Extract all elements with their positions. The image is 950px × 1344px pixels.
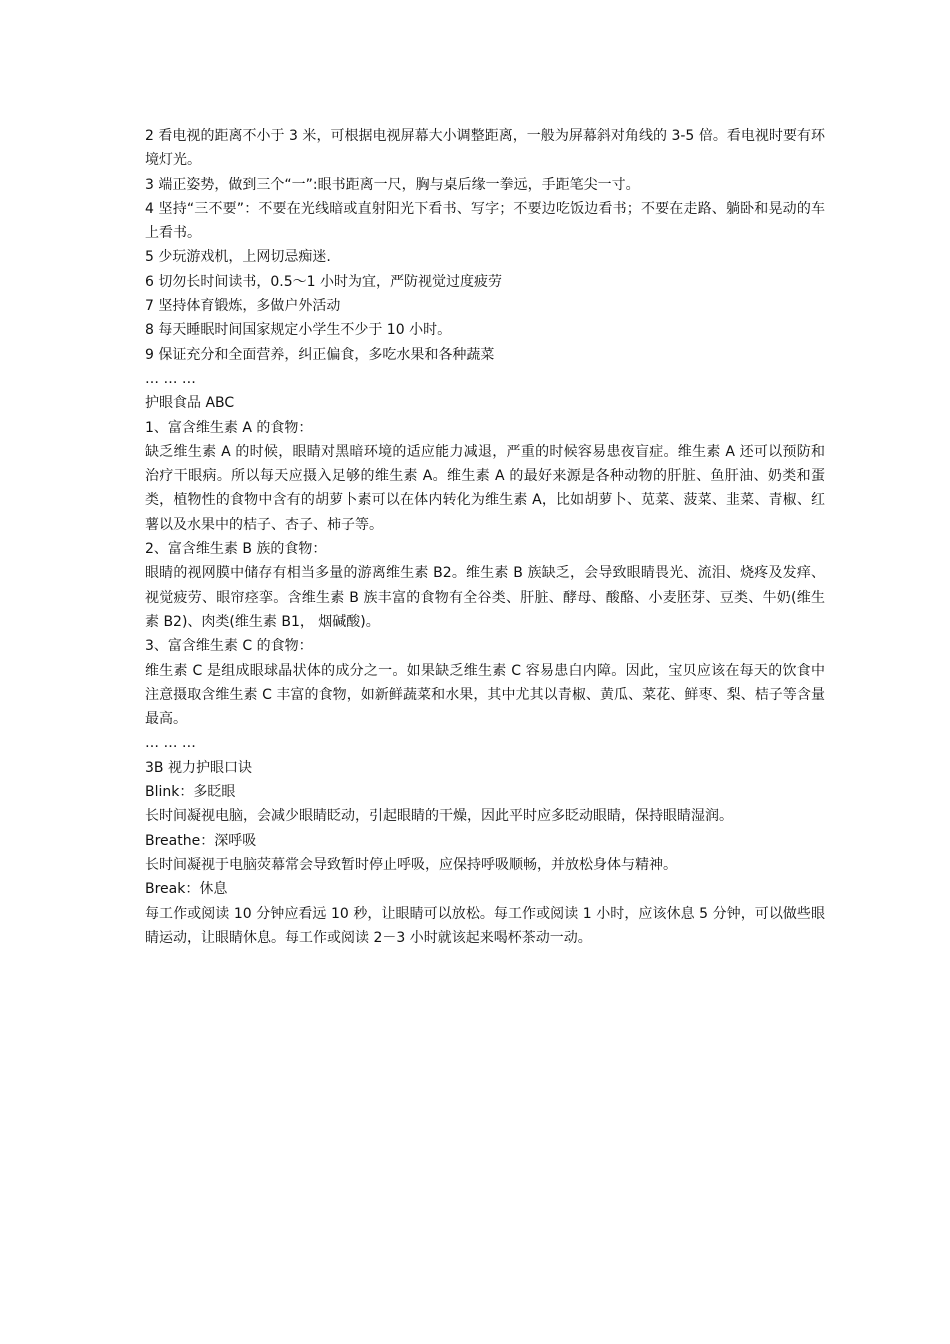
tip-sleep: 8 每天睡眠时间国家规定小学生不少于 10 小时。 (145, 322, 452, 339)
tip-reading-time: 6 切勿长时间读书，0.5～1 小时为宜，严防视觉过度疲劳 (145, 273, 502, 290)
paragraph-break: 每工作或阅读 10 分钟应看远 10 秒，让眼睛可以放松。每工作或阅读 1 小时，应该休息 5 分钟，可以做些眼睛运动，让眼睛休息。每工作或阅读 2－3 小时就该起来喝杯茶动一动。 (145, 905, 825, 946)
tip-games: 5 少玩游戏机，上网切忌痴迷. (145, 249, 331, 266)
tip-tv-distance: 2 看电视的距离不小于 3 米，可根据电视屏幕大小调整距离，一般为屏幕斜对角线的 3-5 倍。看电视时要有环境灯光。 (145, 128, 825, 169)
paragraph-vitamin-b: 眼睛的视网膜中储存有相当多量的游离维生素 B2。维生素 B 族缺乏，会导致眼睛畏光、流泪、烧疼及发痒、视觉疲劳、眼帘痉挛。含维生素 B 族丰富的食物有全谷类、肝脏、酵母、酸酪、小麦胚芽、豆类、牛奶(维生素 B2)、肉类(维生素 B1， 烟碱酸)。 (145, 565, 825, 630)
ellipsis-separator: … … … (145, 735, 196, 752)
ellipsis-separator: … … … (145, 370, 196, 387)
tip-posture: 3 端正姿势，做到三个“一”:眼书距离一尺，胸与桌后缘一拳远，手距笔尖一寸。 (145, 176, 640, 193)
tip-nutrition: 9 保证充分和全面营养，纠正偏食，多吃水果和各种蔬菜 (145, 346, 495, 363)
document-page (145, 124, 825, 950)
subheading-vitamin-b: 2、富含维生素 B 族的食物： (145, 541, 327, 558)
paragraph-vitamin-a: 缺乏维生素 A 的时候，眼睛对黑暗环境的适应能力减退，严重的时候容易患夜盲症。维生素 A 还可以预防和治疗干眼病。所以每天应摄入足够的维生素 A。维生素 A 的最好来源是各种动物的肝脏、鱼肝油、奶类和蛋类，植物性的食物中含有的胡萝卜素可以在体内转化为维生素 A，比如胡萝卜、苋菜、菠菜、韭菜、青椒、红薯以及水果中的桔子、杏子、柿子等。 (145, 443, 825, 533)
subheading-blink: Blink：多眨眼 (145, 784, 236, 801)
subheading-vitamin-c: 3、富含维生素 C 的食物： (145, 638, 313, 655)
paragraph-blink: 长时间凝视电脑，会减少眼睛眨动，引起眼睛的干燥，因此平时应多眨动眼睛，保持眼睛湿润。 (145, 808, 733, 825)
tip-three-donts: 4 坚持“三不要”：不要在光线暗或直射阳光下看书、写字；不要边吃饭边看书；不要在走路、躺卧和晃动的车上看书。 (145, 200, 825, 242)
section-heading-3b: 3B 视力护眼口诀 (145, 759, 252, 776)
subheading-break: Break：休息 (145, 881, 228, 898)
subheading-breathe: Breathe：深呼吸 (145, 832, 257, 849)
tip-exercise: 7 坚持体育锻炼，多做户外活动 (145, 298, 341, 315)
paragraph-breathe: 长时间凝视于电脑荧幕常会导致暂时停止呼吸，应保持呼吸顺畅，并放松身体与精神。 (145, 856, 677, 873)
section-heading-foods: 护眼食品 ABC (145, 395, 235, 412)
subheading-vitamin-a: 1、富含维生素 A 的食物： (145, 419, 313, 436)
paragraph-vitamin-c: 维生素 C 是组成眼球晶状体的成分之一。如果缺乏维生素 C 容易患白内障。因此，宝贝应该在每天的饮食中注意摄取含维生素 C 丰富的食物，如新鲜蔬菜和水果，其中尤其以青椒、黄瓜、菜花、鲜枣、梨、桔子等含量最高。 (145, 662, 825, 728)
